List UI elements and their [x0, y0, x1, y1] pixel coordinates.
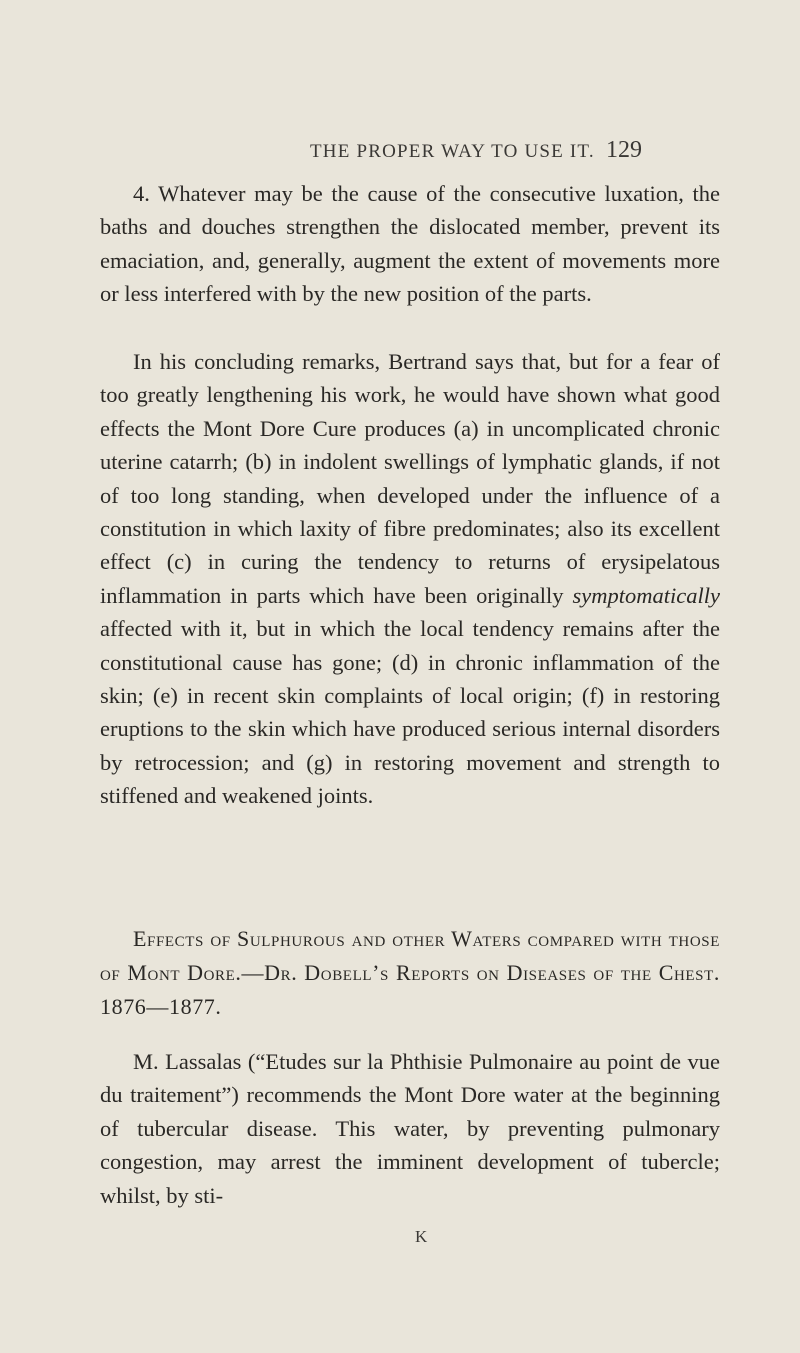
paragraph-2-text [100, 345, 720, 813]
paragraph-1-text: 4. Whatever may be the cause of the consecutive luxation, the baths and douches strengthen the dislocated member, prevent its emaciation, and, generally, augment the extent of movements more or less interfered with by the new position of the parts. [100, 181, 720, 307]
paragraph-2 [100, 345, 720, 813]
paragraph-2-part-2: affected with it, but in which the local tendency remains after the constitutional cause has gone; (d) in chronic inflammation of the skin; (e) in recent skin complaints of local origin; (f) in restoring eruptions to the skin which have produced serious internal disorders by retrocession; and (g) in restoring movement and strength to stiffened and weakened joints. [100, 616, 720, 809]
paragraph-3-text: M. Lassalas (“Etudes sur la Phthisie Pulmonaire au point de vue du traitement”) recommends the Mont Dore water at the beginning of tubercular disease. This water, by preventing pulmonary congestion, may arrest the imminent development of tubercle; whilst, by sti- [100, 1049, 720, 1208]
signature-mark: K [415, 1227, 428, 1246]
section-heading-text: Effects of Sulphurous and other Waters compared with those of Mont Dore.—Dr. Dobell’s Reports on Diseases of the Chest. 1876—1877. [100, 926, 720, 1019]
paragraph-2-part-1: In his concluding remarks, Bertrand says that, but for a fear of too greatly lengthening his work, he would have shown what good effects the Mont Dore Cure produces (a) in uncomplicated chronic uterine catarrh; (b) in indolent swellings of lymphatic glands, if not of too long standing, when developed under the influence of a constitution in which laxity of fibre predominates; also its excellent effect (c) in curing the tendency to returns of erysipelatous inflammation in parts which have been originally [100, 349, 720, 608]
paragraph-3 [100, 1045, 720, 1212]
running-head: THE PROPER WAY TO USE IT. [310, 141, 595, 162]
paragraph-2-emphasis: symptomatically [572, 582, 720, 608]
page-number: 129 [606, 137, 642, 163]
paragraph-1 [100, 177, 720, 311]
section-heading [100, 922, 720, 1024]
